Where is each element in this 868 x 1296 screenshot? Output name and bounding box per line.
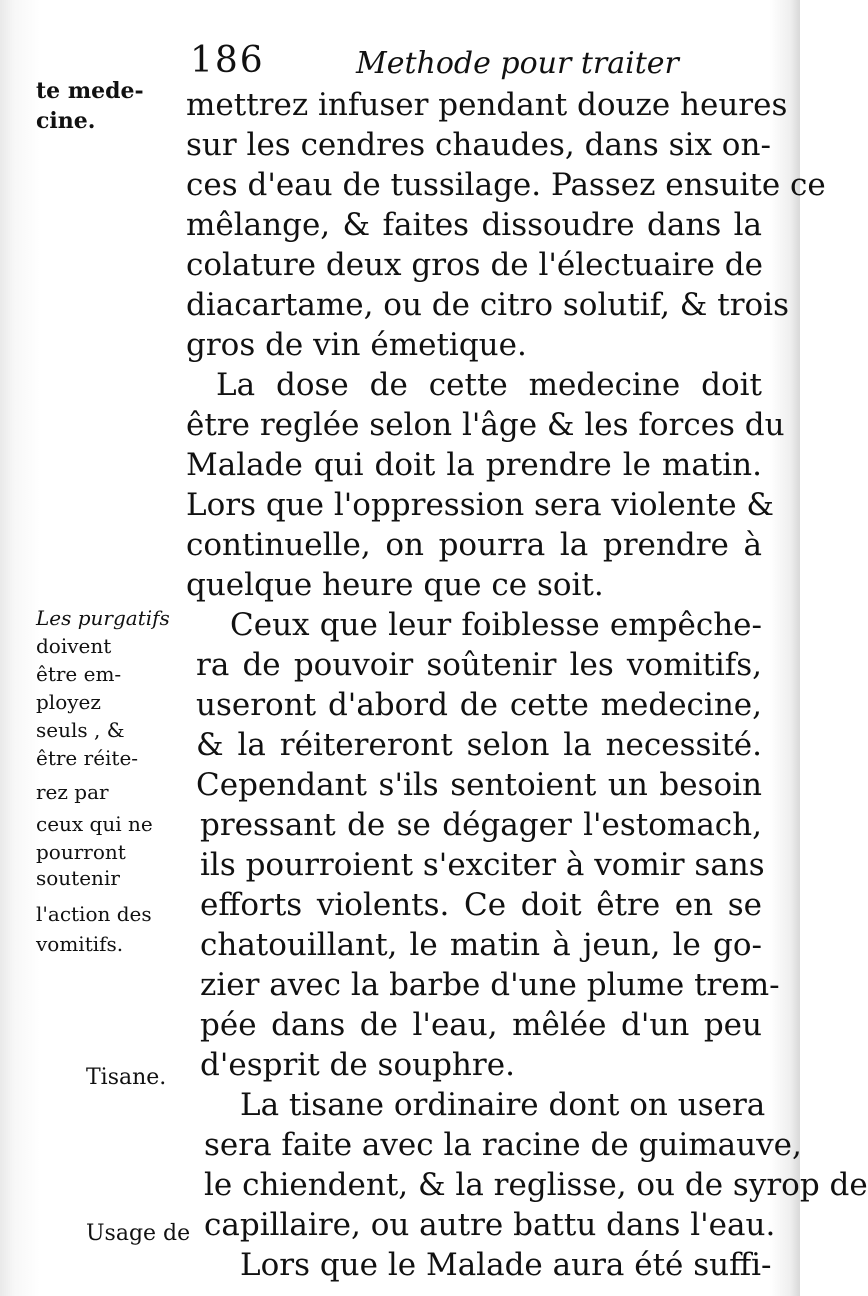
margin-line: être em-: [36, 662, 122, 686]
margin-line: pourront: [36, 840, 126, 864]
body-line: Ceux que leur foiblesse empêche-: [230, 607, 762, 643]
body-line: useront d'abord de cette medecine,: [196, 687, 762, 723]
body-line: sera faite avec la racine de guimauve,: [204, 1127, 802, 1163]
margin-line: soutenir: [36, 866, 120, 890]
body-line: mettrez infuser pendant douze heures: [186, 87, 788, 123]
body-line: & la réitereront selon la necessité.: [196, 727, 762, 763]
margin-note-tisane: Tisane.: [86, 1065, 167, 1090]
margin-note-top-1: te mede-: [36, 78, 144, 104]
body-line: Lors que le Malade aura été suffi-: [240, 1247, 772, 1283]
margin-line: seuls , &: [36, 718, 125, 742]
margin-line: Les purgatifs: [36, 606, 170, 630]
body-line: La dose de cette medecine doit: [216, 367, 762, 403]
margin-line: ployez: [36, 690, 101, 714]
body-line: mêlange, & faites dissoudre dans la: [186, 207, 762, 243]
running-title: Methode pour traiter: [356, 46, 679, 81]
margin-line: l'action des: [36, 902, 152, 926]
body-line: ra de pouvoir soûtenir les vomitifs,: [196, 647, 762, 683]
body-line: sur les cendres chaudes, dans six on-: [186, 127, 771, 163]
body-line: efforts violents. Ce doit être en se: [200, 887, 762, 923]
margin-line: ceux qui ne: [36, 812, 153, 836]
body-line: chatouillant, le matin à jeun, le go-: [200, 927, 762, 963]
body-line: quelque heure que ce soit.: [186, 567, 604, 603]
body-line: pressant de se dégager l'estomach,: [200, 807, 762, 843]
body-line: continuelle, on pourra la prendre à: [186, 527, 762, 563]
body-line: La tisane ordinaire dont on usera: [240, 1087, 766, 1123]
margin-line: rez par: [36, 780, 109, 804]
body-line: ces d'eau de tussilage. Passez ensuite ce: [186, 167, 826, 203]
body-line: Lors que l'oppression sera violente &: [186, 487, 774, 523]
body-line: Malade qui doit la prendre le matin.: [186, 447, 762, 483]
page-number: 186: [190, 40, 265, 81]
body-line: colature deux gros de l'électuaire de: [186, 247, 763, 283]
body-line: zier avec la barbe d'une plume trem-: [200, 967, 780, 1003]
margin-line: vomitifs.: [36, 932, 124, 956]
body-line: capillaire, ou autre battu dans l'eau.: [204, 1207, 776, 1243]
body-line: diacartame, ou de citro solutif, & trois: [186, 287, 790, 323]
body-line: pée dans de l'eau, mêlée d'un peu: [200, 1007, 762, 1043]
margin-line: être réite-: [36, 746, 139, 770]
body-line: être reglée selon l'âge & les forces du: [186, 407, 785, 443]
margin-line: doivent: [36, 634, 112, 658]
page-header: [186, 40, 766, 90]
body-line: ils pourroient s'exciter à vomir sans: [200, 847, 765, 883]
body-line: gros de vin émetique.: [186, 327, 527, 363]
margin-note-usage: Usage de: [86, 1221, 191, 1246]
margin-note-top-2: cine.: [36, 108, 96, 134]
body-line: le chiendent, & la reglisse, ou de syrop de: [204, 1167, 868, 1203]
body-line: d'esprit de souphre.: [200, 1047, 515, 1083]
body-line: Cependant s'ils sentoient un besoin: [196, 767, 762, 803]
